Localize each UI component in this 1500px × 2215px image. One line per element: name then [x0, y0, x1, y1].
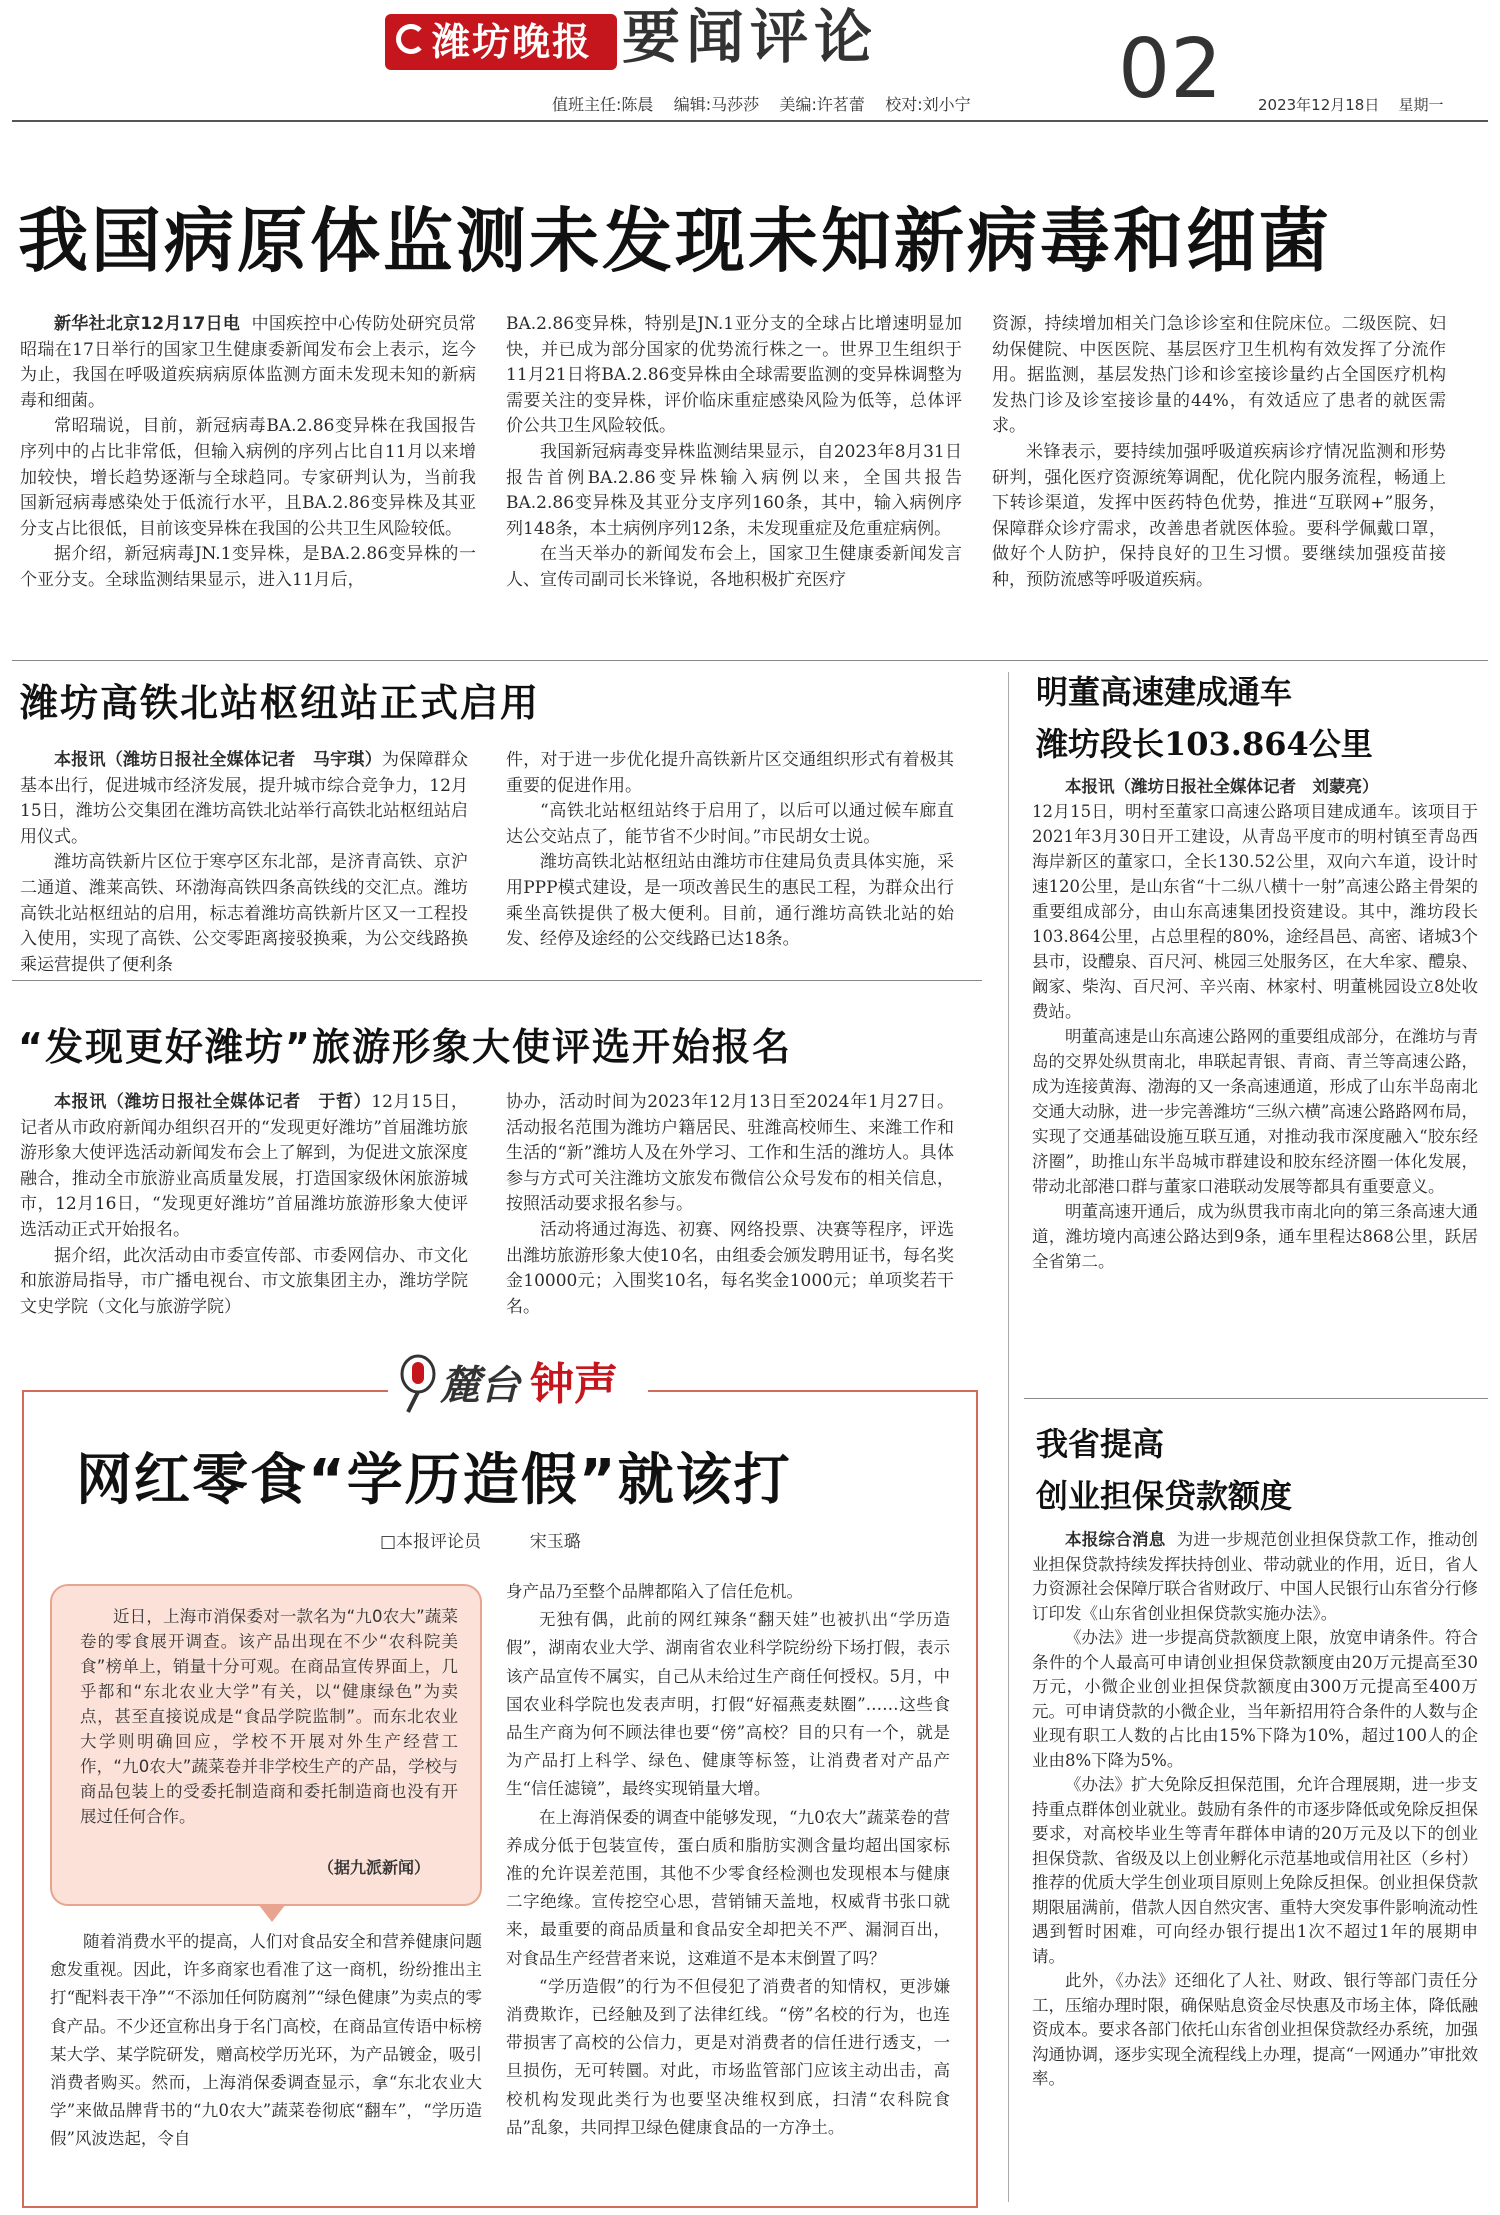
column-para: 无独有偶，此前的网红辣条“翻天娃”也被扒出“学历造假”，湖南农业大学、湖南省农业科学院纷纷下场打假，表示该产品宣传不属实，自己从未给过生产商任何授权。5月，中国农业科学院也发表声明，打假“好福燕麦麸圈”……这些食品生产商为何不顾法律也要“傍”高校？目的只有一个，就是为产品打上科学、绿色、健康等标签，让消费者对产品产生“信任滤镜”，最终实现销量大增。 — [506, 1610, 950, 1799]
sidebar2-body — [1032, 1528, 1478, 2092]
credit-art-editor: 美编:许茗蕾 — [779, 95, 865, 114]
article3-col1 — [20, 1090, 468, 1320]
sidebar1-lead: 本报讯（潍坊日报社全媒体记者 刘蒙亮） — [1065, 777, 1379, 796]
article2-para: 潍坊高铁新片区位于寒亭区东北部，是济青高铁、京沪二通道、潍莱高铁、环渤海高铁四条高铁线的交汇点。潍坊高铁北站枢纽站的启用，标志着潍坊高铁新片区又一工程投入使用，实现了高铁、公交零距离接驳换乘，为公交线路换乘运营提供了便利条 — [20, 852, 468, 975]
article3-para: 据介绍，此次活动由市委宣传部、市委网信办、市文化和旅游局指导，市广播电视台、市文旅集团主办，潍坊学院文史学院（文化与旅游学院） — [20, 1245, 468, 1317]
sidebar2-para: 《办法》进一步提高贷款额度上限，放宽申请条件。符合条件的个人最高可申请创业担保贷款额度由20万元提高至30万元，小微企业创业担保贷款额度由300万元提高至400万元。可申请贷款的小微企业，当年新招用符合条件的人数与企业现有职工人数的占比由15%下降为10%，超过100人的企业由8%下降为5%。 — [1032, 1628, 1478, 1770]
quote-source: （据九派新闻） — [318, 1858, 431, 1877]
article1-headline: 我国病原体监测未发现未知新病毒和细菌 — [18, 200, 1332, 282]
article2-para: “高铁北站枢纽站终于启用了，以后可以通过候车廊直达公交站点了，能节省不少时间。”市民胡女士说。 — [506, 801, 954, 847]
sidebar2-lead: 本报综合消息 — [1065, 1530, 1166, 1549]
masthead-date — [1258, 94, 1443, 116]
masthead-credits — [552, 94, 971, 116]
column-para: 在上海消保委的调查中能够发现，“九0农大”蔬菜卷的营养成分低于包装宣传，蛋白质和脂肪实测含量均超出国家标准的允许误差范围，其他不少零食经检测也发现根本与健康二字绝缘。宣传挖空心思，营销铺天盖地，权威背书张口就来，最重要的商品质量和食品安全却把关不严、漏洞百出，对食品生产经营者来说，这难道不是本末倒置了吗？ — [506, 1807, 950, 1968]
sidebar1-headline-2: 潍坊段长103.864公里 — [1036, 725, 1373, 763]
article3-para: 协办，活动时间为2023年12月13日至2024年1月27日。活动报名范围为潍坊户籍居民、驻潍高校师生、来潍工作和生活的“新”潍坊人及在外学习、工作和生活的潍坊人。具体参与方式可关注潍坊文旅发布微信公众号发布的相关信息，按照活动要求报名参与。 — [506, 1092, 954, 1215]
article2-col1 — [20, 748, 468, 978]
sidebar1-para: 12月15日，明村至董家口高速公路项目建成通车。该项目于2021年3月30日开工建设，从青岛平度市的明村镇至青岛西海岸新区的董家口，全长130.52公里，双向六车道，设计时速120公里，是山东省“十二纵八横十一射”高速公路主骨架的重要组成部分，由山东高速集团投资建设。其中，潍坊段长103.864公里，占总里程的80%，途经昌邑、高密、诸城3个县市，设醴泉、百尺河、桃园三处服务区，在大牟家、醴泉、阚家、柴沟、百尺河、辛兴南、林家村、明董桃园设立8处收费站。 — [1032, 802, 1478, 1021]
article1-para: 资源，持续增加相关门急诊诊室和住院床位。二级医院、妇幼保健院、中医医院、基层医疗卫生机构有效发挥了分流作用。据监测，基层发热门诊和诊室接诊量约占全国医疗机构发热门诊及诊室接诊量的44%，有效适应了患者的就医需求。 — [992, 314, 1446, 437]
page-number: 02 — [1118, 22, 1223, 117]
credit-editor: 编辑:马莎莎 — [673, 95, 760, 114]
sidebar1-headline-1: 明董高速建成通车 — [1036, 673, 1293, 711]
column-para: 随着消费水平的提高，人们对食品安全和营养健康问题愈发重视。因此，许多商家也看准了这一商机，纷纷推出主打“配料表干净”“不添加任何防腐剂”“绿色健康”为卖点的零食产品。不少还宣称出身于名门高校，在商品宣传语中标榜某大学、某学院研发，赠高校学历光环，为产品镀金，吸引消费者购买。然而，上海消保委调查显示，拿“东北农业大学”来做品牌背书的“九0农大”蔬菜卷彻底“翻车”，“学历造假”风波迭起，令自 — [50, 1932, 482, 2149]
credit-duty-editor: 值班主任:陈晨 — [552, 95, 654, 114]
article3-para: 12月15日，记者从市政府新闻办组织召开的“发现更好潍坊”首届潍坊旅游形象大使评选活动新闻发布会上了解到，为促进文旅深度融合，推动全市旅游业高质量发展，打造国家级休闲旅游城市，12月16日，“发现更好潍坊”首届潍坊旅游形象大使评选活动正式开始报名。 — [20, 1092, 469, 1240]
masthead-rule — [12, 120, 1488, 122]
article1-col3 — [992, 312, 1446, 594]
byline-role: □本报评论员 — [380, 1532, 482, 1552]
article2-para: 潍坊高铁北站枢纽站由潍坊市住建局负责具体实施，采用PPP模式建设，是一项改善民生的惠民工程，为群众出行乘坐高铁提供了极大便利。目前，通行潍坊高铁北站的始发、经停及途经的公交线路已达18条。 — [506, 852, 954, 950]
quote-para: 近日，上海市消保委对一款名为“九0农大”蔬菜卷的零食展开调查。该产品出现在不少“农科院美食”榜单上，销量十分可观。在商品宣传界面上，几乎都和“东北农业大学”有关，以“健康绿色”为卖点，甚至直接说成是“食品学院监制”。而东北农业大学则明确回应，学校不开展对外生产经营工作，“九0农大”蔬菜卷并非学校生产的产品，学校与商品包装上的受委托制造商和委托制造商也没有开展过任何合作。 — [80, 1607, 458, 1826]
article1-para: 我国新冠病毒变异株监测结果显示，自2023年8月31日报告首例BA.2.86变异株输入病例以来，全国共报告BA.2.86变异株及其亚分支序列160条，其中，输入病例序列148条，本土病例序列12条，未发现重症及危重症病例。 — [506, 441, 962, 539]
article1-lead: 新华社北京12月17日电 — [54, 314, 241, 334]
article3-col2 — [506, 1090, 954, 1320]
microphone-icon — [398, 1354, 438, 1414]
column-para: “学历造假”的行为不但侵犯了消费者的知情权，更涉嫌消费欺诈，已经触及到了法律红线。“傍”名校的行为，也连带损害了高校的公信力，更是对消费者的信任进行透支，一旦损伤，无可转圜。对此，市场监管部门应该主动出击，高校机构发现此类行为也要坚决维权到底，扫清“农科院食品”乱象，共同捍卫绿色健康食品的一方净土。 — [506, 1976, 950, 2137]
article2-para: 为保障群众基本出行，促进城市经济发展，提升城市综合竞争力，12月15日，潍坊公交集团在潍坊高铁北站举行高铁北站枢纽站启用仪式。 — [20, 750, 469, 847]
sidebar2-para: 为进一步规范创业担保贷款工作，推动创业担保贷款持续发挥扶持创业、带动就业的作用，近日，省人力资源社会保障厅联合省财政厅、中国人民银行山东省分行修订印发《山东省创业担保贷款实施办法》。 — [1032, 1530, 1478, 1623]
column-headline: 网红零食“学历造假”就该打 — [76, 1448, 792, 1513]
credit-proofreader: 校对:刘小宁 — [885, 95, 971, 114]
article2-para: 件，对于进一步优化提升高铁新片区交通组织形式有着极其重要的促进作用。 — [506, 750, 954, 796]
article1-para: 常昭瑞说，目前，新冠病毒BA.2.86变异株在我国报告序列中的占比非常低，但输入病例的序列占比自11月以来增加较快，增长趋势逐渐与全球趋同。专家研判认为，当前我国新冠病毒感染处于低流行水平，且BA.2.86变异株及其亚分支占比很低，目前该变异株在我国的公共卫生风险较低。 — [20, 416, 476, 539]
article3-para: 活动将通过海选、初赛、网络投票、决赛等程序，评选出潍坊旅游形象大使10名，由组委会颁发聘用证书，每名奖金10000元；入围奖10名，每名奖金1000元；单项奖若干名。 — [506, 1219, 954, 1317]
article2-lead: 本报讯（潍坊日报社全媒体记者 马宇琪） — [54, 750, 382, 770]
section-title: 要闻评论 — [622, 3, 879, 71]
article1-col1 — [20, 312, 476, 594]
sidebar2-para: 《办法》扩大免除反担保范围，允许合理展期，进一步支持重点群体创业就业。鼓励有条件的市逐步降低或免除反担保要求，对高校毕业生等青年群体申请的20万元及以下的创业担保贷款、省级及以上创业孵化示范基地或信用社区（乡村）推荐的优质大学生创业项目原则上免除反担保。创业担保贷款期限届满前，借款人因自然灾害、重特大突发事件影响流动性遇到暂时困难，可向经办银行提出1次不超过1年的展期申请。 — [1032, 1775, 1478, 1966]
quote-text — [80, 1604, 458, 1829]
column-byline — [380, 1530, 581, 1554]
byline-name: 宋玉璐 — [529, 1532, 581, 1552]
article3-headline: “发现更好潍坊”旅游形象大使评选开始报名 — [18, 1025, 792, 1069]
quote-box-tail — [258, 1904, 286, 1922]
article2-headline: 潍坊高铁北站枢纽站正式启用 — [20, 681, 541, 725]
column-para: 身产品乃至整个品牌都陷入了信任危机。 — [506, 1582, 803, 1601]
sidebar1-para: 明董高速开通后，成为纵贯我市南北向的第三条高速大通道，潍坊境内高速公路达到9条，通车里程达868公里，跃居全省第二。 — [1032, 1202, 1478, 1271]
sidebar2-headline-1: 我省提高 — [1036, 1425, 1165, 1463]
article3-lead: 本报讯（潍坊日报社全媒体记者 于哲） — [54, 1092, 372, 1112]
issue-weekday: 星期一 — [1398, 96, 1444, 114]
article1-para: BA.2.86变异株，特别是JN.1亚分支的全球占比增速明显加快，并已成为部分国家的优势流行株之一。世界卫生组织于11月21日将BA.2.86变异株由全球需要监测的变异株调整为需要关注的变异株，评价临床重症感染风险为低等，总体评价公共卫生风险较低。 — [506, 314, 962, 437]
article1-col2 — [506, 312, 962, 594]
sidebar1-body — [1032, 774, 1478, 1274]
article1-para: 米锋表示，要持续加强呼吸道疾病诊疗情况监测和形势研判，强化医疗资源统筹调配，优化院内服务流程，畅通上下转诊渠道，发挥中医药特色优势，推进“互联网+”服务，保障群众诊疗需求，改善患者就医体验。要科学佩戴口罩，做好个人防护，保持良好的卫生习惯。要继续加强疫苗接种，预防流感等呼吸道疾病。 — [992, 441, 1446, 590]
article1-para: 据介绍，新冠病毒JN.1变异株，是BA.2.86变异株的一个亚分支。全球监测结果显示，进入11月后， — [20, 544, 476, 590]
article2-col2 — [506, 748, 954, 953]
article1-para: 在当天举办的新闻发布会上，国家卫生健康委新闻发言人、宣传司副司长米锋说，各地积极扩充医疗 — [506, 544, 962, 590]
column-brand-1: 麓台 — [440, 1362, 520, 1409]
logo-text: 潍坊晚报 — [432, 20, 593, 64]
sidebar2-headline-2: 创业担保贷款额度 — [1036, 1477, 1293, 1515]
divider — [12, 980, 982, 981]
article1-para: 中国疾控中心传防处研究员常昭瑞在17日举行的国家卫生健康委新闻发布会上表示，迄今为止，我国在呼吸道疾病病原体监测方面未发现未知的新病毒和细菌。 — [20, 314, 477, 411]
column-left-body — [50, 1928, 482, 2154]
sidebar1-para: 明董高速是山东高速公路网的重要组成部分，在潍坊与青岛的交界处纵贯南北，串联起青银、青商、青兰等高速公路，成为连接黄海、渤海的又一条高速通道，形成了山东半岛南北交通大动脉，进一步完善潍坊“三纵六横”高速公路路网布局，实现了交通基础设施互联互通，对推动我市深度融入“胶东经济圈”，助推山东半岛城市群建设和胶东经济圈一体化发展，带动北部港口群与董家口港联动发展等都具有重要意义。 — [1032, 1027, 1478, 1196]
column-divider — [1008, 672, 1009, 2202]
logo-circle-icon — [396, 24, 426, 54]
column-right-body — [506, 1578, 950, 2142]
issue-date: 2023年12月18日 — [1258, 96, 1380, 114]
divider — [12, 660, 1488, 661]
column-brand-2: 钟声 — [530, 1359, 618, 1410]
sidebar2-para: 此外，《办法》还细化了人社、财政、银行等部门责任分工，压缩办理时限，确保贴息资金尽快惠及市场主体，降低融资成本。要求各部门依托山东省创业担保贷款经办系统，加强沟通协调，逐步实现全流程线上办理，提高“一网通办”审批效率。 — [1032, 1971, 1478, 2088]
divider — [1024, 1398, 1488, 1399]
